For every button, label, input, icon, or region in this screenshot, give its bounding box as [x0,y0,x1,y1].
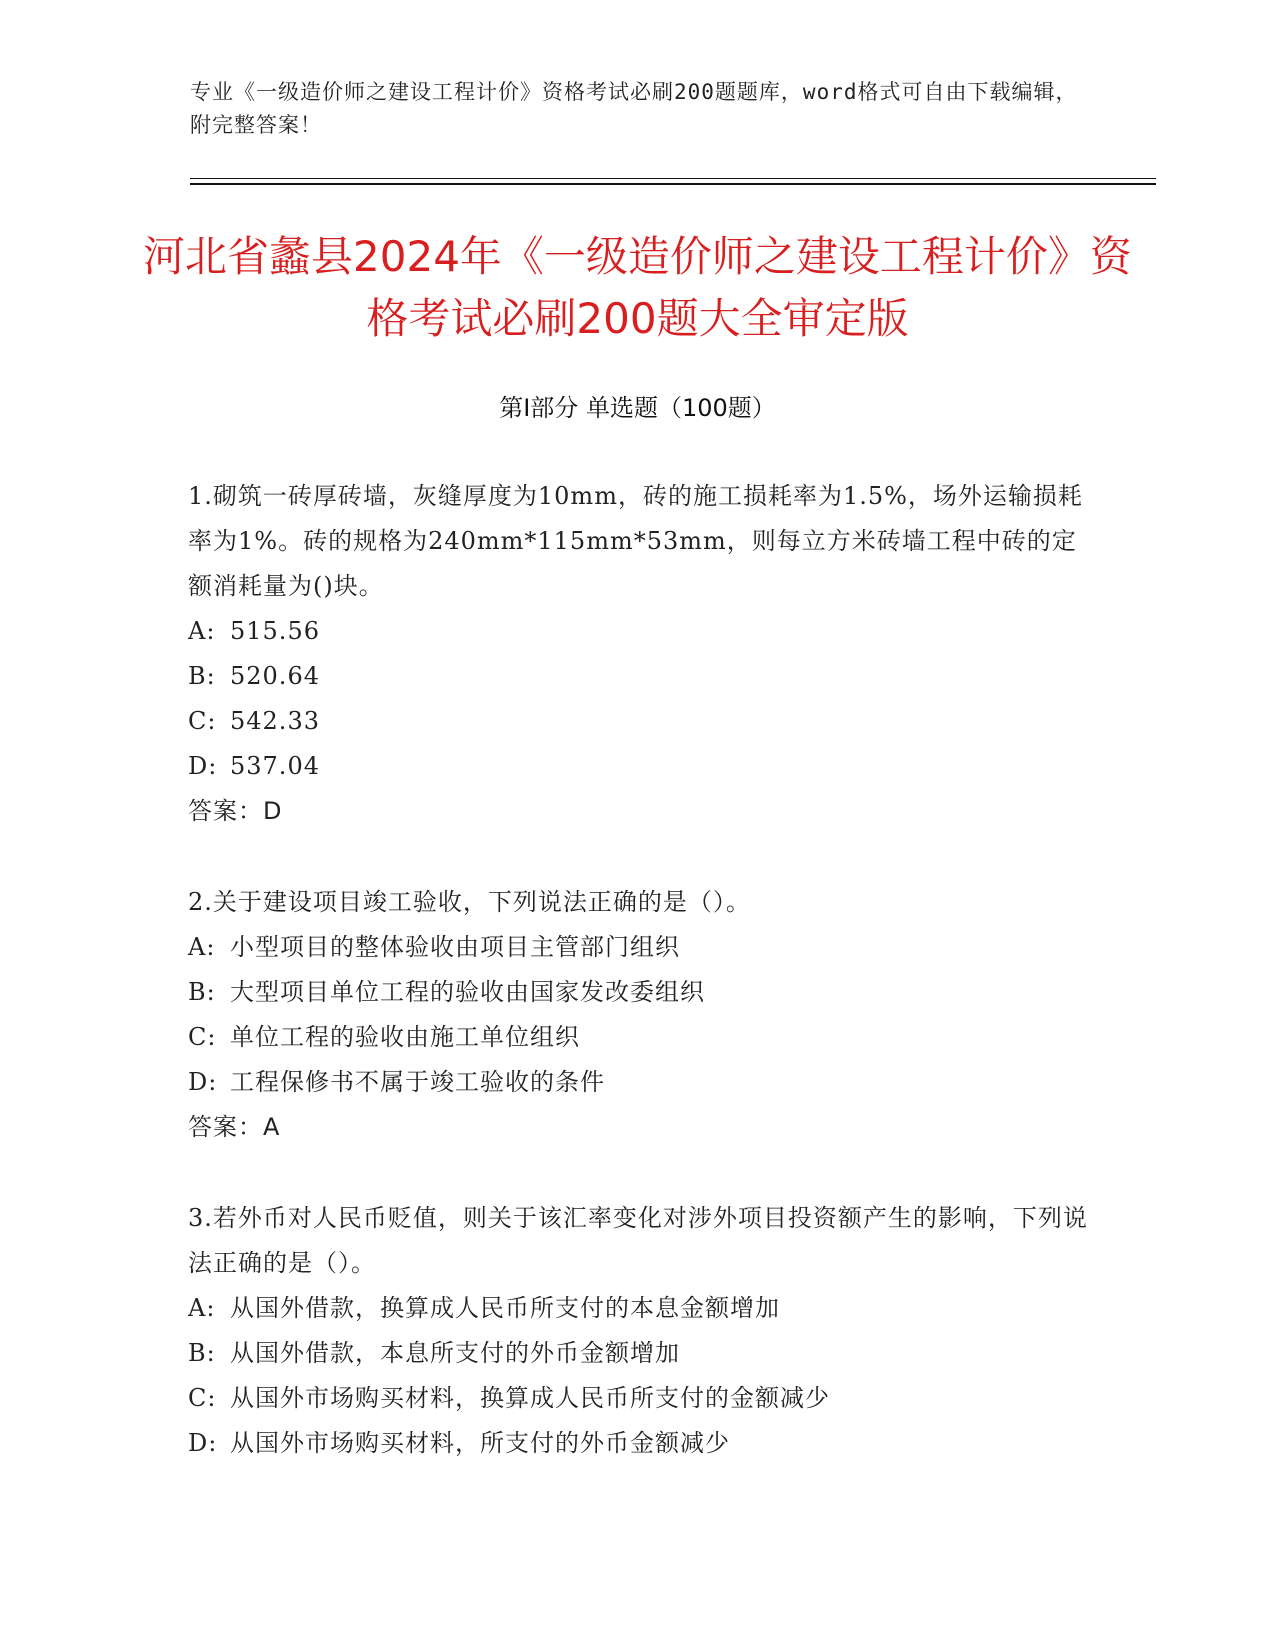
question-stem: 3.若外币对人民币贬值，则关于该汇率变化对涉外项目投资额产生的影响，下列说法正确的是（）。 [188,1204,1088,1277]
question-2 [188,880,1088,1150]
option-c [188,1376,1088,1421]
option-key: B: [188,978,216,1006]
question-stem: 1.砌筑一砖厚砖墙，灰缝厚度为10mm，砖的施工损耗率为1.5%，场外运输损耗率为1%。砖的规格为240mm*115mm*53mm，则每立方米砖墙工程中砖的定额消耗量为()块。 [188,482,1083,600]
option-text: 从国外市场购买材料，换算成人民币所支付的金额减少 [230,1384,830,1412]
header-divider-thin [190,178,1156,179]
option-d [188,744,1088,789]
option-key: D: [188,1429,218,1457]
section-heading: 第I部分 单选题（100题） [499,394,776,422]
question-1 [188,474,1088,834]
option-key: B: [188,1339,216,1367]
option-a [188,609,1088,654]
option-a [188,925,1088,970]
option-key: A: [188,1294,216,1322]
option-key: B: [188,662,216,690]
option-text: 大型项目单位工程的验收由国家发改委组织 [230,978,705,1006]
option-key: D: [188,1068,218,1096]
option-text: 537.04 [230,752,320,780]
option-key: C: [188,1384,217,1412]
option-key: D: [188,752,218,780]
option-key: C: [188,707,217,735]
option-c [188,1015,1088,1060]
option-b [188,1331,1088,1376]
option-text: 工程保修书不属于竣工验收的条件 [230,1068,605,1096]
answer-label: 答案：D [188,797,283,825]
answer-label: 答案：A [188,1113,281,1141]
option-key: A: [188,933,216,961]
option-b [188,654,1088,699]
option-text: 单位工程的验收由施工单位组织 [230,1023,580,1051]
option-text: 542.33 [230,707,320,735]
option-text: 520.64 [230,662,320,690]
option-text: 从国外市场购买材料，所支付的外币金额减少 [230,1429,730,1457]
option-a [188,1286,1088,1331]
option-key: A: [188,617,216,645]
question-list [188,474,1088,1512]
question-stem: 2.关于建设项目竣工验收，下列说法正确的是（）。 [188,888,751,916]
option-text: 从国外借款，本息所支付的外币金额增加 [230,1339,680,1367]
question-3 [188,1196,1088,1466]
option-b [188,970,1088,1015]
option-text: 从国外借款，换算成人民币所支付的本息金额增加 [230,1294,780,1322]
option-d [188,1060,1088,1105]
option-key: C: [188,1023,217,1051]
option-c [188,699,1088,744]
option-text: 小型项目的整体验收由项目主管部门组织 [230,933,680,961]
document-title: 河北省蠡县2024年《一级造价师之建设工程计价》资格考试必刷200题大全审定版 [143,232,1132,343]
header-divider-thick [190,183,1156,185]
option-d [188,1421,1088,1466]
option-text: 515.56 [230,617,320,645]
header-note: 专业《一级造价师之建设工程计价》资格考试必刷200题题库，word格式可自由下载编辑，附完整答案！ [190,80,1078,137]
